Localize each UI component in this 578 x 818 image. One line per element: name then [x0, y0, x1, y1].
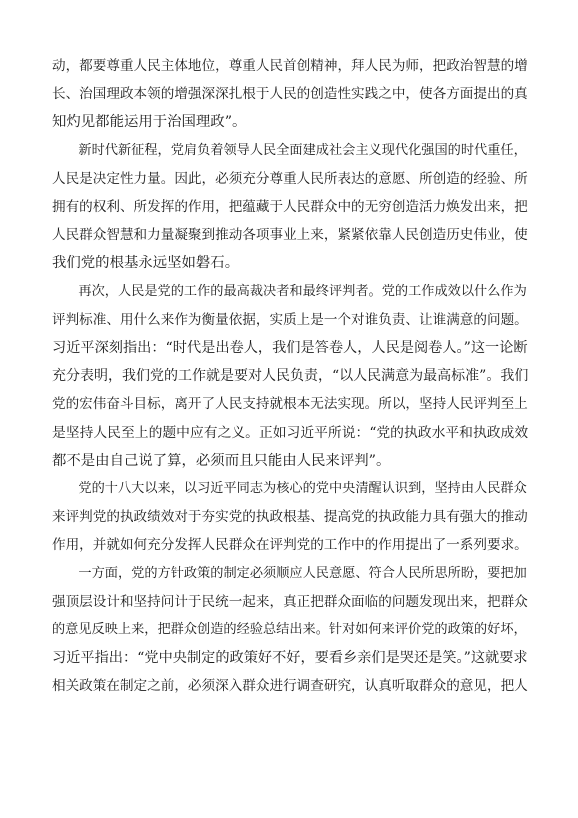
text-line: 人民是决定性力量。因此，必须充分尊重人民所表达的意愿、所创造的经验、所 — [52, 170, 528, 187]
text-line: 相关政策在制定之前，必须深入群众进行调查研究，认真听取群众的意见，把人 — [52, 678, 528, 695]
text-line: 再次，人民是党的工作的最高裁决者和最终评判者。党的工作成效以什么作为 — [78, 283, 527, 299]
text-line: 评判标准、用什么来作为衡量依据，实质上是一个对谁负责、让谁满意的问题。 — [52, 311, 528, 328]
text-line: 拥有的权利、所发挥的作用，把蕴藏于人民群众中的无穷创造活力焕发出来，把 — [52, 199, 528, 216]
text-line: 习近平深刻指出：“时代是出卷人，我们是答卷人，人民是阅卷人。”这一论断 — [52, 340, 528, 357]
text-line: 是坚持人民至上的题中应有之义。正如习近平所说：“党的执政水平和执政成效 — [52, 424, 528, 441]
text-line: 党的十八大以来，以习近平同志为核心的党中央清醒认识到，坚持由人民群众 — [78, 481, 527, 497]
text-line: 动，都要尊重人民主体地位，尊重人民首创精神，拜人民为师，把政治智慧的增 — [52, 58, 528, 74]
text-line: 知灼见都能运用于治国理政”。 — [52, 114, 247, 131]
paragraph-5 — [52, 560, 528, 701]
text-line: 的意见反映上来，把群众创造的经验总结出来。针对如何来评价党的政策的好坏， — [52, 622, 527, 638]
text-line: 长、治国理政本领的增强深深扎根于人民的创造性实践之中，使各方面提出的真 — [52, 86, 528, 103]
paragraph-2 — [52, 137, 528, 278]
text-line: 党的宏伟奋斗目标，离开了人民支持就根本无法实现。所以，坚持人民评判至上 — [52, 396, 528, 413]
text-line: 充分表明，我们党的工作就是要对人民负责，“以人民满意为最高标准”。我们 — [52, 368, 528, 385]
text-line: 作用，并就如何充分发挥人民群众在评判党的工作中的作用提出了一系列要求。 — [52, 537, 528, 554]
text-line: 人民群众智慧和力量凝聚到推动各项事业上来，紧紧依靠人民创造历史伟业，使 — [52, 227, 528, 244]
text-line: 都不是由自己说了算，必须而且只能由人民来评判”。 — [52, 452, 391, 469]
text-line: 我们党的根基永远坚如磐石。 — [52, 255, 240, 272]
paragraph-1 — [52, 52, 528, 137]
paragraph-3 — [52, 278, 528, 475]
text-line: 强顶层设计和坚持问计于民统一起来，真正把群众面临的问题发现出来，把群众 — [52, 593, 528, 610]
document-page — [52, 52, 528, 701]
paragraph-4 — [52, 475, 528, 560]
text-line: 新时代新征程，党肩负着领导人民全面建成社会主义现代化强国的时代重任， — [78, 142, 527, 158]
text-line: 一方面，党的方针政策的制定必须顺应人民意愿、符合人民所思所盼，要把加 — [78, 565, 527, 581]
text-line: 来评判党的执政绩效对于夯实党的执政根基、提高党的执政能力具有强大的推动 — [52, 509, 528, 526]
text-line: 习近平指出：“党中央制定的政策好不好，要看乡亲们是哭还是笑。”这就要求 — [52, 650, 528, 667]
